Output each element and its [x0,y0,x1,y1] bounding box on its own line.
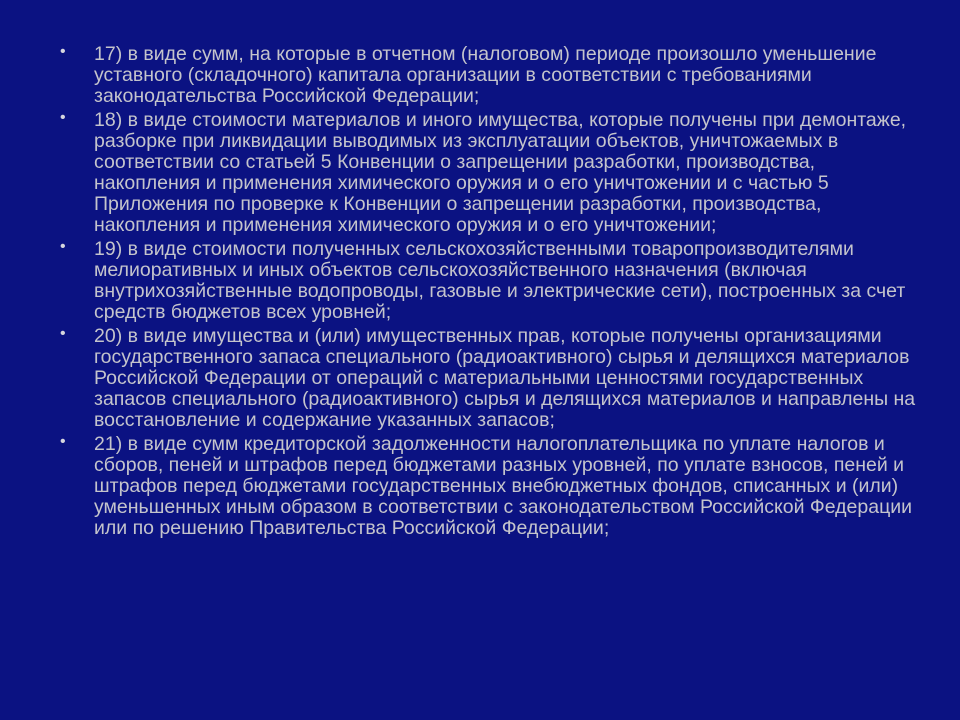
list-item [60,434,920,539]
list-item-text: 18) в виде стоимости материалов и иного имущества, которые получены при демонтаже, разборке при ликвидации выводимых из эксплуатации объектов, уничтожаемых в соответствии со статьей 5 Конвенции о запрещении разработки, производства, накопления и применения химического оружия и о его уничтожении и с частью 5 Приложения по проверке к Конвенции о запрещении разработки, производства, накопления и применения химического оружия и о его уничтожении; [94,109,907,236]
bullet-icon: • [60,109,66,126]
list-item [60,239,920,323]
list-item [60,44,920,107]
list-item-text: 20) в виде имущества и (или) имущественных прав, которые получены организациями государственного запаса специального (радиоактивного) сырья и делящихся материалов Российской Федерации от операций с материальными ценностями государственных запасов специального (радиоактивного) сырья и делящихся материалов и направлены на восстановление и содержание указанных запасов; [94,325,916,431]
list-item [60,110,920,236]
bullet-icon: • [60,43,66,60]
list-item [60,326,920,431]
list-item-text: 21) в виде сумм кредиторской задолженности налогоплательщика по уплате налогов и сборов, пеней и штрафов перед бюджетами разных уровней, по уплате взносов, пеней и штрафов перед бюджетами государственных внебюджетных фондов, списанных и (или) уменьшенных иным образом в соответствии с законодательством Российской Федерации или по решению Правительства Российской Федерации; [94,433,913,539]
bullet-icon: • [60,238,66,255]
list-item-text: 17) в виде сумм, на которые в отчетном (налоговом) периоде произошло уменьшение уставного (складочного) капитала организации в соответствии с требованиями законодательства Российской Федерации; [94,43,877,107]
list-item-text: 19) в виде стоимости полученных сельскохозяйственными товаропроизводителями мелиоративных и иных объектов сельскохозяйственного назначения (включая внутрихозяйственные водопроводы, газовые и электрические сети), построенных за счет средств бюджетов всех уровней; [94,238,906,323]
bullet-icon: • [60,433,66,450]
bullet-icon: • [60,325,66,342]
bullet-list [60,44,920,542]
